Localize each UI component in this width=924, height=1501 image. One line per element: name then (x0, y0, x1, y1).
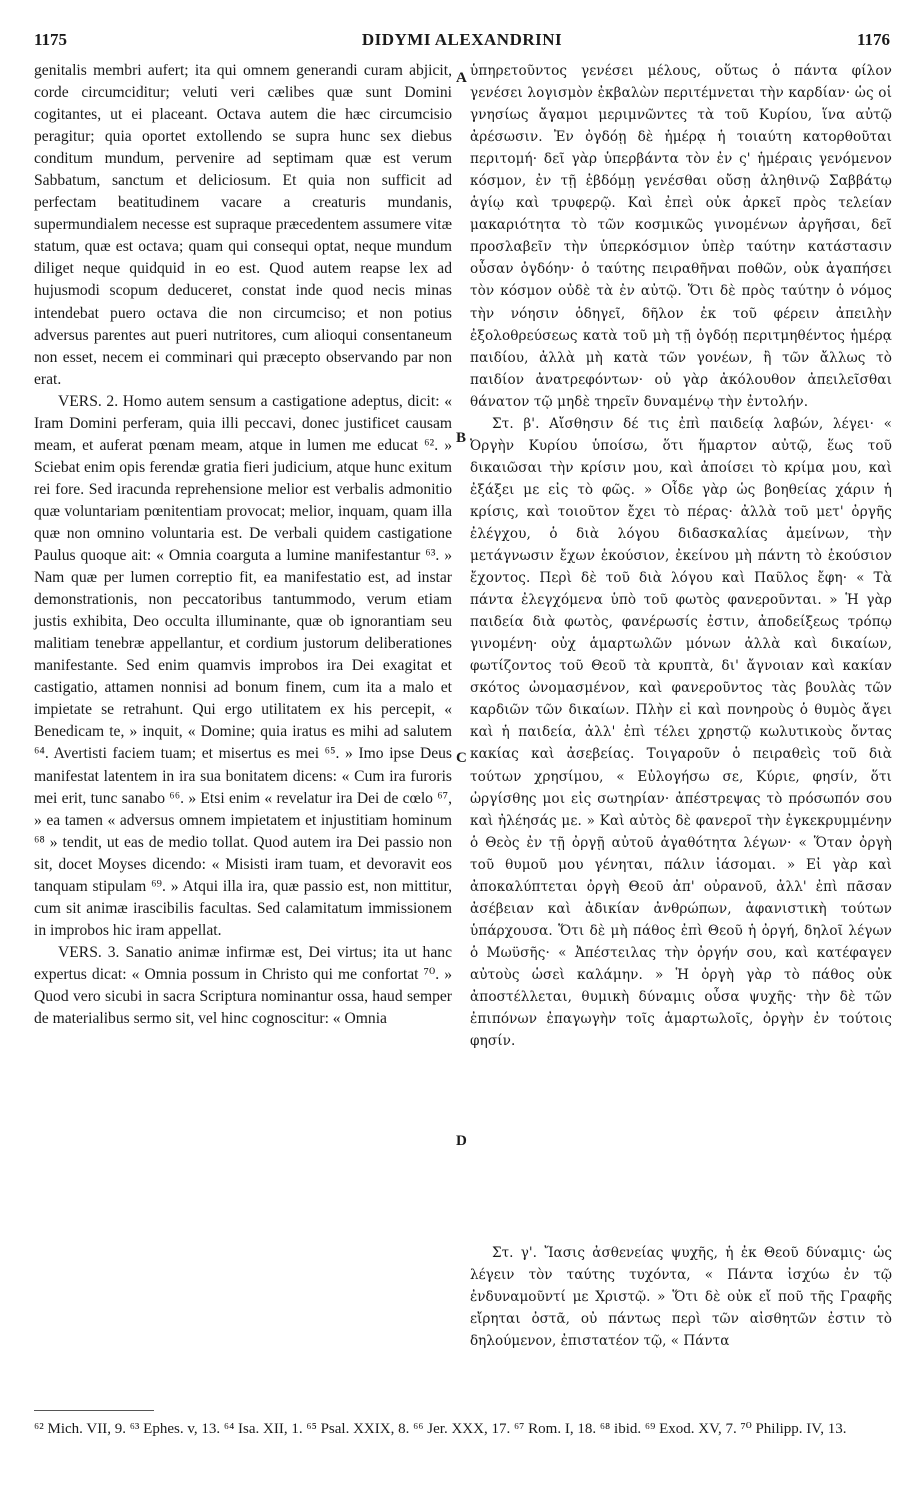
greek-paragraph: Στ. β'. Αἴσθησιν δέ τις ἐπὶ παιδείᾳ λαβών, λέγει· « Ὀργὴν Κυρίου ὑποίσω, ὅτι ἥμαρτον αὐτῷ, ἕως τοῦ δικαιῶσαι τὴν κρίσιν μου, καὶ ἀποίσει τὸ κρίμα μου, καὶ ἐξάξει με εἰς τὸ φῶς. » Οἶδε γὰρ ὡς βοηθείας χάριν ἡ κρίσις, καὶ τοιοῦτον ἔχει τὸ πέρας· ἀλλὰ τοῦ μετ' ὀργῆς ἐλέγχου, ὁ διὰ λόγου διδασκαλίας ἀμείνων, τὴν μετάγνωσιν ἔχων ἑκούσιον, ἐκείνου μὴ πάντη τὸ ἑκούσιον ἔχοντος. Περὶ δὲ τοῦ διὰ λόγου καὶ Παῦλος ἔφη· « Τὰ πάντα ἐλεγχόμενα ὑπὸ τοῦ φωτὸς φανεροῦνται. » Ἡ γὰρ παιδεία διὰ φωτὸς, φανέρωσίς ἐστιν, ἀποδείξεως τρόπῳ γινομένη· οὐχ ἁμαρτωλῶν μόνων ἀλλὰ καὶ δικαίων, φωτίζοντος τοῦ Θεοῦ τὰ κρυπτὰ, δι' ἄγνοιαν καὶ κακίαν σκότος ὠνομασμένον, καὶ φανεροῦντος τὰς βουλὰς τῶν καρδιῶν τῶν δικαίων. Πλὴν εἰ καὶ πονηροὺς ὁ θυμὸς ἄγει καὶ ἡ παιδεία, ἀλλ' ἐπὶ τέλει χρηστῷ κωλυτικοὺς ὄντας κακίας καὶ ἀσεβείας. Τοιγαροῦν ὁ πειραθεὶς τοῦ διὰ τούτων χρησίμου, « Εὐλογήσω σε, Κύριε, φησίν, ὅτι ὠργίσθης μοι εἰς σωτηρίαν· ἀπέστρεψας τὸ πρόσωπόν σου καὶ ἠλέησάς με. » Καὶ αὐτὸς δὲ φανεροῖ τὴν ἐγκεκρυμμένην ὁ Θεὸς ἐν τῇ ὀργῇ αὐτοῦ ἀγαθότητα λέγων· « Ὅταν ὀργὴ τοῦ θυμοῦ μου γένηται, πάλιν ἰάσομαι. » Εἰ γὰρ καὶ ἀποκαλύπτεται ὀργὴ Θεοῦ ἀπ' οὐρανοῦ, ἀλλ' ἐπὶ πᾶσαν ἀσέβειαν καὶ ἀδικίαν ἀνθρώπων, ἀφανιστικὴ τούτων ὑπάρχουσα. Ὅτι δὲ μὴ πάθος ἐπὶ Θεοῦ ἡ ὀργή, δηλοῖ λέγων ὁ Μωϋσῆς· « Ἀπέστειλας τὴν ὀργήν σου, καὶ κατέφαγεν αὐτοὺς ὡσεὶ καλάμην. » Ἡ ὀργὴ γὰρ τὸ πάθος οὐκ ἀποστέλλεται, θυμικὴ δύναμις οὖσα ψυχῆς· τὴν δὲ τῶν ἐπιπόνων ἐπαγωγὴν τοῖς ἁμαρτωλοῖς, ὀργὴν ἐν τούτοις φησίν. (470, 415, 892, 1050)
page-number-right: 1176 (856, 30, 890, 49)
section-marker-a: A (456, 70, 467, 86)
page-number-left: 1175 (34, 30, 68, 49)
section-marker-c: C (456, 750, 467, 766)
greek-paragraph: Στ. γ'. Ἴασις ἀσθενείας ψυχῆς, ἡ ἐκ Θεοῦ δύναμις· ὡς λέγειν τὸν ταύτης τυχόντα, « Πάντα ἰσχύω ἐν τῷ ἐνδυναμοῦντί με Χριστῷ. » Ὅτι δὲ οὐκ εἴ ποῦ τῆς Γραφῆς εἴρηται ὀστᾶ, οὐ πάντως περὶ τῶν αἰσθητῶν ἐστιν τὸ δηλούμενον, ἐπιστατέον τῷ, « Πάντα (470, 1245, 892, 1350)
latin-paragraph: VERS. 3. Sanatio animæ infirmæ est, Dei virtus; ita ut hanc expertus dicat: « Omnia possum in Christo qui me confortat ⁷⁰. » Quod vero sicubi in sacra Scriptura nominantur ossa, haud semper de materialibus sermo sit, vel hinc cognoscitur: « Omnia (34, 943, 452, 1028)
latin-column (34, 60, 452, 1030)
footnotes: ⁶² Mich. VII, 9. ⁶³ Ephes. v, 13. ⁶⁴ Isa. XII, 1. ⁶⁵ Psal. XXIX, 8. ⁶⁶ Jer. XXX, 17. ⁶⁷ Rom. I, 18. ⁶⁸ ibid. ⁶⁹ Exod. XV, 7. ⁷⁰ Philipp. IV, 13. (34, 1421, 847, 1437)
footnote-rule (34, 1410, 154, 1411)
section-marker-d: D (456, 1133, 467, 1149)
page-header (34, 30, 890, 52)
greek-column (470, 60, 892, 1052)
section-marker-b: B (456, 430, 467, 446)
greek-paragraph: ὑπηρετοῦντος γενέσει μέλους, οὕτως ὁ πάντα φίλον γενέσει λογισμὸν ἐκβαλὼν περιτέμνεται τὴν καρδίαν· ὡς οἱ γνησίως ἄγαμοι μεριμνῶντες τὰ τοῦ Κυρίου, ἵνα αὐτῷ ἀρέσωσιν. Ἐν ὀγδόῃ δὲ ἡμέρᾳ ἡ τοιαύτη κατορθοῦται περιτομή· δεῖ γὰρ ὑπερβάντα τὸν ἐν ς' ἡμέραις γενόμενον κόσμον, ἐν τῇ ἑβδόμῃ γενέσθαι οὔσῃ ἀληθινῷ Σαββάτῳ ἁγίῳ καὶ τρυφερῷ. Καὶ ἐπεὶ οὐκ ἀρκεῖ πρὸς τελείαν μακαριότητα τὸ τῶν κοσμικῶς γινομένων ἀργῆσαι, δεῖ προσλαβεῖν τὴν ὑπερκόσμιον ὑπὲρ ταύτην κατάστασιν οὖσαν ὀγδόην· ὁ ταύτης πειραθῆναι ποθῶν, οὐκ ἀγαπήσει τὸν κόσμον οὐδὲ τὰ ἐν αὐτῷ. Ὅτι δὲ πρὸς ταύτην ὁ νόμος τὴν νόησιν ὁδηγεῖ, δῆλον ἐκ τοῦ φέρειν ἀπειλὴν ἐξολοθρεύσεως κατὰ τοῦ μὴ τῇ ὀγδόῃ περιτμηθέντος ἡμέρᾳ παιδίου, ἀλλὰ μὴ κατὰ τῶν γονέων, ἢ τῶν ἄλλως τὸ παιδίον ἀνατρεφόντων· οὐ γὰρ ἀκόλουθον ἀπειλεῖσθαι θάνατον τῷ μηδὲ τηρεῖν δυναμένῳ τὴν ἐντολήν. (470, 63, 892, 410)
latin-paragraph: VERS. 2. Homo autem sensum a castigatione adeptus, dicit: « Iram Domini perferam, quia illi peccavi, donec justificet causam meam, et auferat pœnam meam, atque in lumen me educat ⁶². » Sciebat enim opis ferendæ gratia fieri judicium, atque hunc exitum rei fore. Sed iracunda reprehensione melior est verbalis admonitio quæ voluntariam pœnitentiam provocat; melior, inquam, quam illa quæ non omnino voluntaria est. De verbali quidem castigatione Paulus quoque ait: « Omnia coarguta a lumine manifestantur ⁶³. » Nam quæ per lumen correptio fit, ea manifestatio est, ad instar demonstrationis, non peccatoribus tantummodo, verum etiam justis exhibita, Deo occulta illuminante, quæ ob ignorantiam seu malitiam tenebræ appellantur, et cordium justorum deliberationes manifestante. Sed enim quamvis improbos ira Dei exagitat et castigatio, attamen nonnisi ad bonum finem, cum ita a malo et impietate se retrahunt. Qui ergo utilitatem ex his percepit, « Benedicam te, » inquit, « Domine; quia iratus es mihi ad salutem ⁶⁴. Avertisti faciem tuam; et misertus es mei ⁶⁵. » Imo ipse Deus manifestat latentem in ira sua bonitatem dicens: « Cum ira furoris mei erit, tunc sanabo ⁶⁶. » Etsi enim « revelatur ira Dei de cœlo ⁶⁷, » ea tamen « adversus omnem impietatem et injustitiam hominum ⁶⁸ » tendit, ut eas de medio tollat. Quod autem ira Dei passio non sit, docet Moyses dicendo: « Misisti iram tuam, et devoravit eos tanquam stipulam ⁶⁹. » Atqui illa ira, quæ passio est, non mittitur, cum sit animæ irascibilis facultas. Sed calamitatum immissionem in improbos hic iram appellat. (34, 392, 452, 939)
latin-paragraph: genitalis membri aufert; ita qui omnem generandi curam abjicit, corde circumciditur; veluti veri cælibes quæ sunt Domini cogitantes, ut ei placeant. Octava autem die hæc circumcisio peragitur; quia oportet extollendo se supra hunc sex diebus conditum mundum, pervenire ad septimam quæ est verum Sabbatum, sanctum et deliciosum. Et quia non sufficit ad perfectam beatitudinem vacare a creaturis mundanis, supermundialem necesse est supraque præcedentem assumere vitæ statum, quæ est octava; quam qui consequi optat, neque mundum diliget neque quidquid in eo est. Quod autem reapse lex ad hujusmodi scopum deduceret, constat inde quod necis minas intendebat puero octava die non circumciso; et non potius adversus parentes aut pueri nutritores, cum alioqui consentaneum non esset, necem ei comminari qui præcepto observando par non erat. (34, 62, 452, 388)
running-title: DIDYMI ALEXANDRINI (361, 30, 563, 49)
